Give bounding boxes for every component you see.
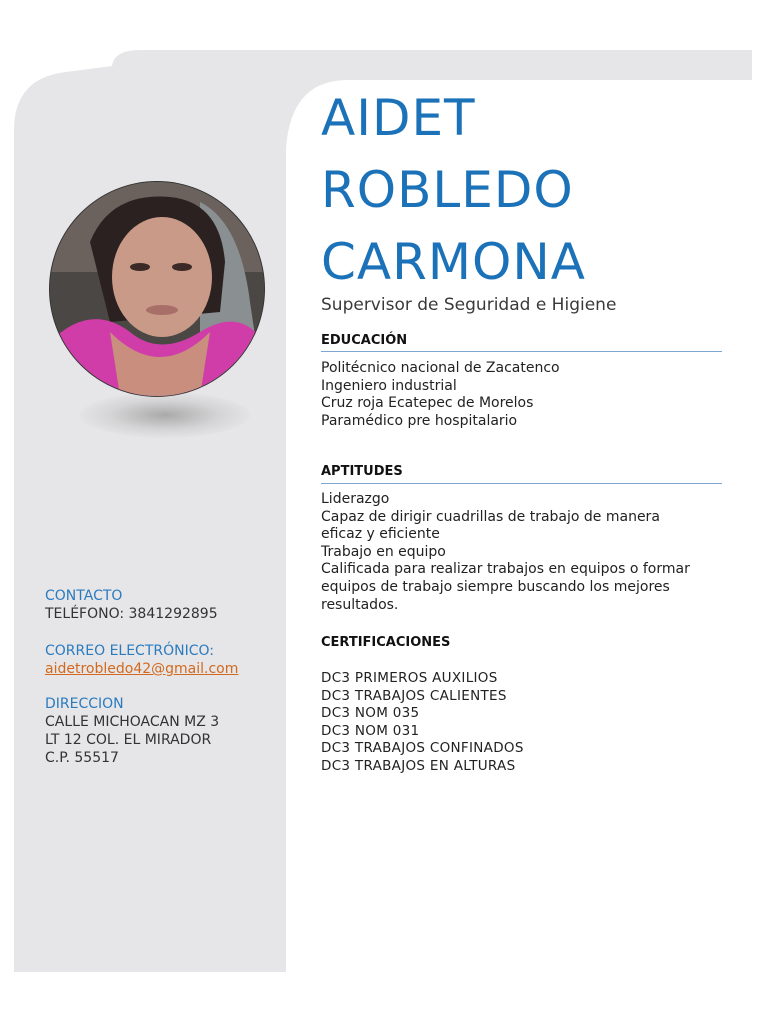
list-item: Capaz de dirigir cuadrillas de trabajo de manera	[321, 508, 660, 525]
profile-photo	[50, 182, 264, 396]
name-line-1: AIDET	[321, 89, 476, 147]
education-heading: EDUCACIÓN	[321, 333, 408, 348]
photo-shadow	[80, 392, 250, 438]
address-line: C.P. 55517	[45, 750, 119, 766]
list-item: eficaz y eficiente	[321, 526, 440, 543]
list-item: DC3 TRABAJOS CONFINADOS	[321, 740, 524, 757]
education-list	[321, 360, 560, 430]
skills-heading: APTITUDES	[321, 464, 403, 479]
list-item: equipos de trabajo siempre buscando los mejores	[321, 578, 670, 595]
full-name	[321, 82, 586, 298]
list-item: DC3 NOM 031	[321, 722, 420, 739]
list-item: Paramédico pre hospitalario	[321, 412, 518, 429]
education-divider	[321, 351, 722, 352]
list-item: Politécnico nacional de Zacatenco	[321, 360, 560, 376]
list-item: Trabajo en equipo	[321, 543, 446, 560]
list-item: Ingeniero industrial	[321, 377, 457, 394]
skills-list	[321, 491, 690, 614]
address-line: CALLE MICHOACAN MZ 3	[45, 714, 220, 730]
skills-divider	[321, 483, 722, 484]
job-title: Supervisor de Seguridad e Higiene	[321, 295, 617, 315]
phone-text: TELÉFONO: 3841292895	[45, 606, 218, 622]
certifications-list	[321, 670, 524, 776]
contact-heading: CONTACTO	[45, 588, 123, 604]
email-label: CORREO ELECTRÓNICO:	[45, 643, 214, 659]
list-item: DC3 NOM 035	[321, 705, 420, 722]
name-line-3: CARMONA	[321, 233, 586, 291]
list-item: Liderazgo	[321, 491, 390, 507]
name-line-2: ROBLEDO	[321, 161, 574, 219]
address-line: LT 12 COL. EL MIRADOR	[45, 732, 212, 748]
list-item: Cruz roja Ecatepec de Morelos	[321, 395, 534, 412]
address-label: DIRECCION	[45, 696, 124, 712]
certifications-heading: CERTIFICACIONES	[321, 635, 451, 650]
list-item: Calificada para realizar trabajos en equipos o formar	[321, 561, 690, 578]
list-item: resultados.	[321, 596, 399, 613]
email-link[interactable]: aidetrobledo42@gmail.com	[45, 661, 239, 677]
list-item: DC3 TRABAJOS CALIENTES	[321, 687, 507, 704]
list-item: DC3 PRIMEROS AUXILIOS	[321, 670, 498, 686]
list-item: DC3 TRABAJOS EN ALTURAS	[321, 757, 516, 774]
